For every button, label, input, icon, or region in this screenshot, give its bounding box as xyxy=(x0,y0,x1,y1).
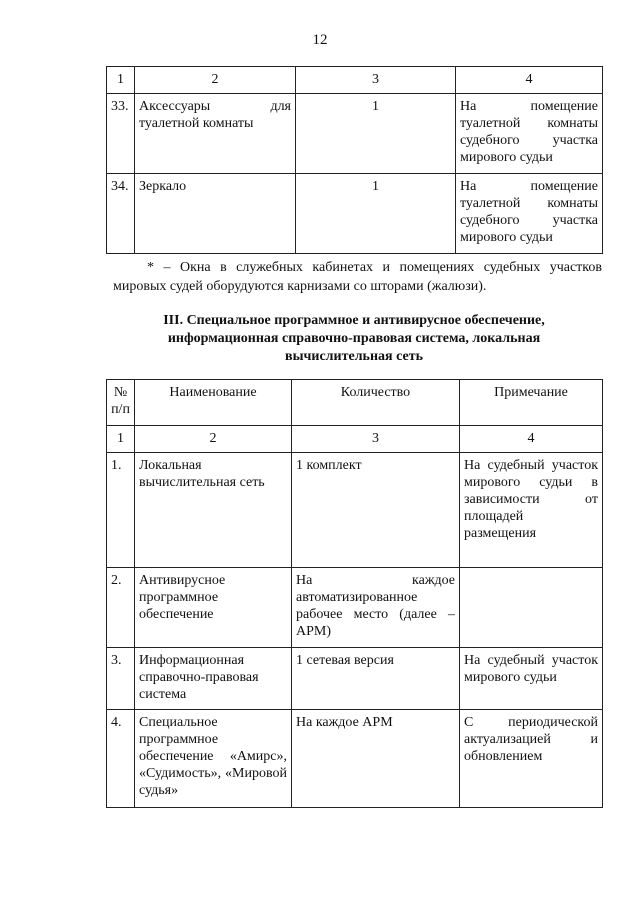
item-quantity: На каждое АРМ xyxy=(292,710,460,808)
item-name: Аксессуары для туалетной комнаты xyxy=(135,94,296,174)
column-number: 4 xyxy=(460,426,603,453)
item-quantity: 1 комплект xyxy=(292,453,460,568)
footnote: * – Окна в служебных кабинетах и помещениях судебных участков мировых судей оборудуются карнизами со шторами (жалюзи). xyxy=(113,260,602,294)
section-title-line: III. Специальное программное и антивирусное обеспечение, xyxy=(163,313,545,328)
header-note: Примечание xyxy=(460,380,603,426)
table-row xyxy=(107,648,603,710)
header-quantity: Количество xyxy=(292,380,460,426)
row-number: 3. xyxy=(107,648,135,710)
column-number: 3 xyxy=(292,426,460,453)
section-title xyxy=(106,312,602,366)
item-note: На судебный участок мирового судьи в зависимости от площадей размещения xyxy=(460,453,603,568)
item-name: Зеркало xyxy=(135,174,296,254)
page-number: 12 xyxy=(312,32,328,48)
item-quantity: На каждое автоматизированное рабочее место (далее – АРМ) xyxy=(292,568,460,648)
table-row xyxy=(107,94,603,174)
column-number: 1 xyxy=(107,67,135,94)
item-note xyxy=(460,568,603,648)
table-row xyxy=(107,710,603,808)
column-number: 4 xyxy=(456,67,603,94)
item-note: На помещение туалетной комнаты судебного участка мирового судьи xyxy=(456,94,603,174)
item-note: На помещение туалетной комнаты судебного участка мирового судьи xyxy=(456,174,603,254)
item-quantity: 1 xyxy=(296,174,456,254)
table-row xyxy=(107,453,603,568)
item-note: С периодической актуализацией и обновлением xyxy=(460,710,603,808)
column-number: 3 xyxy=(296,67,456,94)
item-quantity: 1 сетевая версия xyxy=(292,648,460,710)
column-numbers-row xyxy=(107,426,603,453)
row-number: 1. xyxy=(107,453,135,568)
section-title-line: информационная справочно-правовая система, локальная xyxy=(167,331,541,346)
row-number: 4. xyxy=(107,710,135,808)
item-name: Локальная вычислительная сеть xyxy=(135,453,292,568)
header-name: Наименование xyxy=(135,380,292,426)
item-name: Специальное программное обеспечение «Амирс», «Судимость», «Мировой судья» xyxy=(135,710,292,808)
item-quantity: 1 xyxy=(296,94,456,174)
software-table xyxy=(106,379,603,808)
item-name: Информационная справочно-правовая система xyxy=(135,648,292,710)
row-number: 34. xyxy=(107,174,135,254)
table-header-row xyxy=(107,380,603,426)
header-number: № п/п xyxy=(107,380,135,426)
item-name: Антивирусное программное обеспечение xyxy=(135,568,292,648)
column-number: 1 xyxy=(107,426,135,453)
column-number: 2 xyxy=(135,426,292,453)
column-number: 2 xyxy=(135,67,296,94)
table-row xyxy=(107,174,603,254)
table-row xyxy=(107,568,603,648)
row-number: 33. xyxy=(107,94,135,174)
section-title-line: вычислительная сеть xyxy=(285,349,423,364)
table-header-row xyxy=(107,67,603,94)
equipment-table-continued xyxy=(106,66,603,254)
row-number: 2. xyxy=(107,568,135,648)
item-note: На судебный участок мирового судьи xyxy=(460,648,603,710)
